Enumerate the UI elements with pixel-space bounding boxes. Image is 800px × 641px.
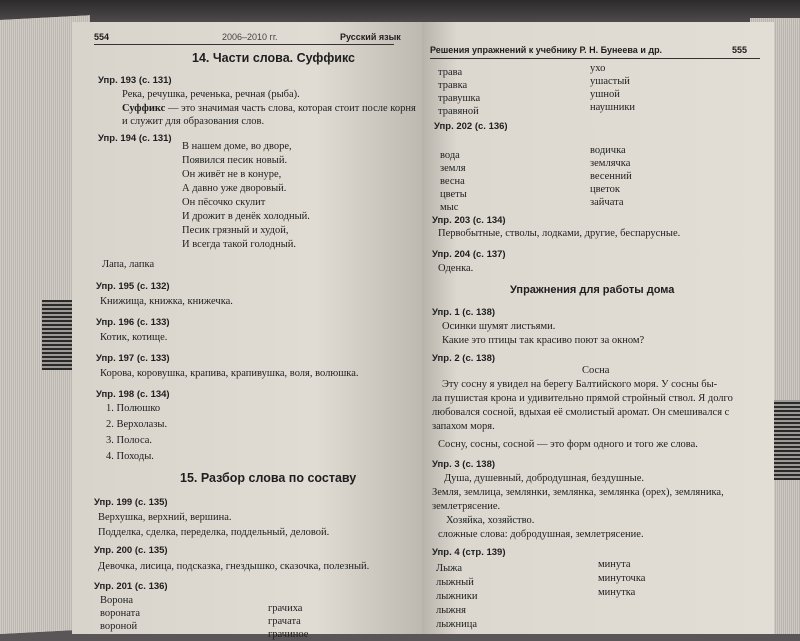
word-item: минута [598, 559, 631, 570]
word-item: землячка [590, 158, 631, 169]
home-exercise-3-line: землетрясение. [432, 501, 501, 512]
exercise-200-words: Девочка, лисица, подсказка, гнездышко, сказочка, полезный. [98, 561, 370, 572]
poem-line: В нашем доме, во дворе, [182, 141, 292, 152]
home-exercise-3-line: Земля, землица, землянки, землянка, землянка (орех), земляника, [432, 487, 724, 498]
word-item: травяной [438, 106, 479, 117]
word-item: лыжница [436, 619, 478, 630]
word-item: мыс [440, 202, 459, 213]
header-subject: Русский язык [340, 32, 401, 42]
homework-title: Упражнения для работы дома [510, 284, 675, 296]
exercise-201-label: Упр. 201 (с. 136) [94, 581, 168, 592]
poem-line: Песик грязный и худой, [182, 225, 289, 236]
exercise-198-item: 1. Полюшко [106, 403, 161, 414]
word-item: весна [440, 176, 465, 187]
exercise-199-line1: Верхушка, верхний, вершина. [98, 512, 232, 523]
exercise-204-words: Оденка. [438, 263, 474, 274]
exercise-199-label: Упр. 199 (с. 135) [94, 497, 168, 508]
exercise-198-item: 2. Верхолазы. [106, 419, 168, 430]
exercise-193-label: Упр. 193 (с. 131) [98, 75, 172, 86]
word-item: травушка [438, 93, 481, 104]
thumb-index-tab-left [42, 300, 76, 370]
poem-line: И всегда такой голодный. [182, 239, 297, 250]
home-exercise-1-label: Упр. 1 (с. 138) [432, 307, 496, 318]
word-item: весенний [590, 171, 632, 182]
section-14-title: 14. Части слова. Суффикс [192, 51, 356, 65]
exercise-201-word: Ворона [100, 595, 134, 606]
exercise-202-label: Упр. 202 (с. 136) [434, 121, 508, 132]
exercise-197-label: Упр. 197 (с. 133) [96, 353, 170, 364]
word-item: минуточка [598, 573, 646, 584]
word-item: трава [438, 67, 463, 78]
exercise-197-words: Корова, коровушка, крапива, крапивушка, воля, волюшка. [100, 368, 359, 379]
home-exercise-3-line: сложные слова: добродушная, землетрясение. [438, 529, 644, 540]
exercise-201-word: грачиха [268, 603, 303, 614]
text-line: любовался сосной, вдыхая её смолистый аромат. Он смешивался с [432, 407, 730, 418]
word-item: минутка [598, 587, 636, 598]
home-exercise-4-label: Упр. 4 (стр. 139) [432, 547, 506, 558]
word-item: ушной [590, 89, 620, 100]
poem-line: Он живёт не в конуре, [182, 169, 282, 180]
exercise-195-words: Книжища, книжка, книжечка. [100, 296, 233, 307]
suffix-rule-line2: и служит для образования слов. [122, 116, 265, 127]
word-item: ухо [590, 63, 606, 74]
word-item: лыжня [436, 605, 466, 616]
exercise-196-words: Котик, котище. [100, 332, 168, 343]
home-exercise-2-note: Сосну, сосны, сосной — это форм одного и того же слова. [438, 439, 698, 450]
word-item: земля [440, 163, 466, 174]
home-exercise-2-label: Упр. 2 (с. 138) [432, 353, 496, 364]
exercise-198-item: 3. Полоса. [106, 435, 153, 446]
suffix-rule-text: — это значимая часть слова, которая стоит после корня [165, 103, 416, 114]
poem-line: Появился песик новый. [182, 155, 288, 166]
text-line: запахом моря. [432, 421, 495, 432]
exercise-203-label: Упр. 203 (с. 134) [432, 215, 506, 226]
home-exercise-3-line: Душа, душевный, добродушная, бездушные. [444, 473, 645, 484]
right-page-number: 555 [732, 45, 748, 55]
exercise-201-word: вороной [100, 621, 138, 632]
word-item: зайчата [590, 197, 624, 208]
exercise-193-words: Река, речушка, реченька, речная (рыба). [122, 89, 300, 100]
word-item: ушастый [590, 76, 630, 87]
home-exercise-3-label: Упр. 3 (с. 138) [432, 459, 496, 470]
exercise-201-word: грачиное [268, 629, 309, 640]
text-title: Сосна [582, 365, 610, 376]
exercise-194-words: Лапа, лапка [102, 259, 155, 270]
suffix-rule [122, 102, 416, 115]
word-item: цветок [590, 184, 620, 195]
poem-line: А давно уже дворовый. [182, 183, 287, 194]
exercise-200-label: Упр. 200 (с. 135) [94, 545, 168, 556]
home-exercise-1-line1: Осинки шумят листьями. [442, 321, 556, 332]
header-book-title: Решения упражнений к учебнику Р. Н. Бунеева и др. [430, 45, 663, 55]
text-line: Эту сосну я увидел на берегу Балтийского моря. У сосны бы- [442, 379, 718, 390]
exercise-198-label: Упр. 198 (с. 134) [96, 389, 170, 400]
word-item: Лыжа [436, 563, 463, 574]
left-page-number: 554 [94, 32, 110, 42]
exercise-201-word: вороната [100, 608, 141, 619]
word-item: лыжный [436, 577, 474, 588]
exercise-203-words: Первобытные, стволы, лодками, другие, беспарусные. [438, 228, 681, 239]
left-page [72, 22, 422, 640]
home-exercise-1-line2: Какие это птицы так красиво поют за окном? [442, 335, 645, 346]
word-item: наушники [590, 102, 636, 113]
poem-line: И дрожит в денёк холодный. [182, 211, 310, 222]
word-item: травка [438, 80, 468, 91]
exercise-199-line2: Подделка, сделка, переделка, поддельный, деловой. [98, 527, 330, 538]
word-item: вода [440, 150, 460, 161]
word-item: водичка [590, 145, 626, 156]
right-page [422, 22, 774, 634]
exercise-201-word: грачата [268, 616, 301, 627]
exercise-198-item: 4. Походы. [106, 451, 154, 462]
header-years: 2006–2010 гг. [222, 32, 278, 42]
exercise-204-label: Упр. 204 (с. 137) [432, 249, 506, 260]
text-line: ла пушистая крона и удивительно прямой стройный ствол. Я долго [432, 393, 733, 404]
section-15-title: 15. Разбор слова по составу [180, 471, 357, 485]
word-item: лыжники [436, 591, 478, 602]
suffix-term: Суффикс [122, 103, 166, 114]
word-item: цветы [440, 189, 467, 200]
home-exercise-3-line: Хозяйка, хозяйство. [446, 515, 535, 526]
exercise-194-label: Упр. 194 (с. 131) [98, 133, 172, 144]
exercise-196-label: Упр. 196 (с. 133) [96, 317, 170, 328]
exercise-195-label: Упр. 195 (с. 132) [96, 281, 170, 292]
poem-line: Он пёсочко скулит [182, 197, 266, 208]
